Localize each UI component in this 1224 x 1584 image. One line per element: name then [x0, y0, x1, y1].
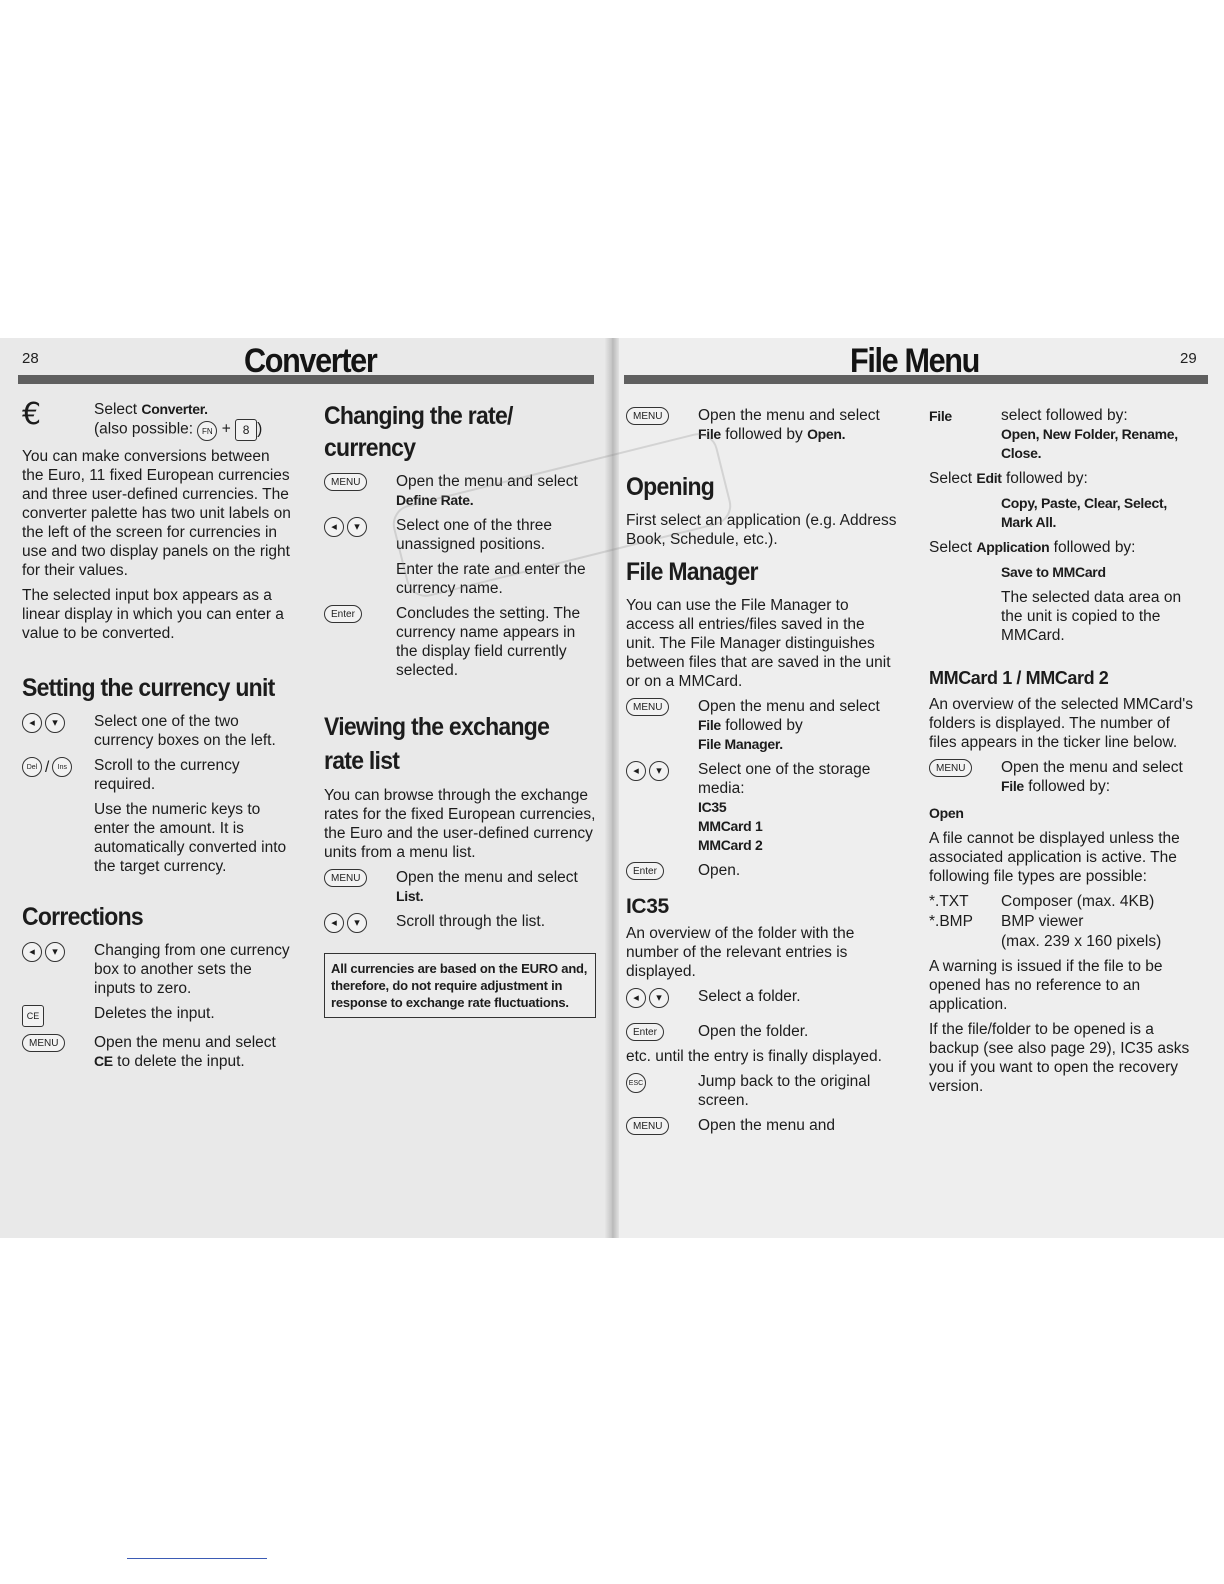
heading-changing-rate-line-1: Changing the rate/	[324, 402, 513, 430]
opening-paragraph: First select an application (e.g. Address Book, Schedule, etc.).	[626, 512, 897, 548]
enter-key-icon: Enter	[626, 862, 664, 880]
file-types-table	[929, 892, 1201, 951]
file-label: File	[929, 408, 952, 424]
left-arrow-key-icon: ◂	[324, 913, 344, 933]
right-column-2	[929, 406, 1201, 1102]
down-arrow-key-icon: ▾	[649, 761, 669, 781]
down-arrow-key-icon: ▾	[45, 942, 65, 962]
file-manager-row-2	[626, 760, 898, 855]
rate-row-1-bold: Define Rate.	[396, 492, 474, 508]
corrections-row-2-text: Deletes the input.	[94, 1005, 215, 1022]
warning-paragraph: A warning is issued if the file to be opened has no reference to an application.	[929, 958, 1163, 1013]
file-type-desc: Composer (max. 4KB)	[1001, 893, 1155, 910]
media-item: MMCard 1	[698, 818, 763, 834]
fm-row-1-mid: followed by	[725, 717, 803, 734]
app-prefix: Select	[929, 539, 973, 556]
open-row-bold-1: File	[698, 426, 721, 442]
heading-viewing-list	[324, 710, 574, 778]
media-item: MMCard 2	[698, 837, 763, 853]
file-type-desc: BMP viewer	[1001, 913, 1084, 930]
rate-row-1-text: Open the menu and select	[396, 473, 578, 490]
ic35-row-1-text: Select a folder.	[698, 988, 801, 1005]
page-number-right: 29	[1180, 350, 1197, 367]
heading-viewing-line-2: rate list	[324, 747, 400, 775]
menu-key-icon: MENU	[929, 759, 972, 777]
fm-row-1-bold-1: File	[698, 717, 721, 733]
corrections-row-1	[22, 941, 294, 998]
down-arrow-key-icon: ▾	[45, 713, 65, 733]
page-title-left: Converter	[244, 342, 377, 380]
file-type-ext	[929, 932, 1001, 951]
setting-row-2-text: Scroll to the currency required.	[94, 757, 240, 793]
file-type-ext: *.BMP	[929, 913, 973, 930]
ic35-row-2-text: Open the folder.	[698, 1023, 809, 1040]
mmcard-row-1-bold: File	[1001, 778, 1024, 794]
viewing-row-1-text: Open the menu and select	[396, 869, 578, 886]
intro-row	[22, 397, 294, 441]
del-key-icon: Del	[22, 757, 42, 777]
ic35-row-3	[626, 1072, 898, 1110]
enter-key-icon: Enter	[626, 1023, 664, 1041]
intro-paragraph-2: The selected input box appears as a linear display in which you can enter a value to be converted.	[22, 587, 284, 642]
mmcard-paragraph: An overview of the selected MMCard's folders is displayed. The number of files appears in the ticker line below.	[929, 696, 1193, 751]
setting-row-1	[22, 712, 294, 750]
corrections-row-1-text: Changing from one currency box to another sets the inputs to zero.	[94, 942, 290, 997]
manual-spread	[0, 338, 1224, 1238]
menu-key-icon: MENU	[626, 1117, 669, 1135]
ic35-paragraph-2: etc. until the entry is finally displayed.	[626, 1048, 882, 1065]
fm-row-3-text: Open.	[698, 862, 741, 879]
heading-mmcard: MMCard 1 / MMCard 2	[929, 668, 1109, 688]
ce-key-icon: CE	[22, 1005, 44, 1027]
intro-select-text: Select	[94, 401, 138, 418]
currency-note-box: All currencies are based on the EURO and, therefore, do not require adjustment in response to exchange rate fluctuations.	[324, 953, 596, 1018]
edit-prefix: Select	[929, 470, 973, 487]
intro-select-target: Converter.	[141, 401, 208, 417]
heading-ic35: IC35	[626, 895, 669, 918]
corrections-row-3	[22, 1033, 294, 1071]
edit-line	[929, 469, 1201, 488]
app-suffix: followed by:	[1053, 539, 1136, 556]
left-column-1	[22, 397, 294, 1077]
rate-row-3-text: Enter the rate and enter the currency name.	[396, 561, 586, 597]
left-arrow-key-icon: ◂	[22, 942, 42, 962]
esc-key-icon: ESC	[626, 1073, 646, 1093]
heading-setting-currency: Setting the currency unit	[22, 674, 275, 702]
save-to-mmcard-label: Save to MMCard	[1001, 564, 1106, 580]
open-paragraph: A file cannot be displayed unless the associated application is active. The following file types are possible:	[929, 830, 1180, 885]
viewing-row-2-text: Scroll through the list.	[396, 913, 546, 930]
menu-key-icon: MENU	[22, 1034, 65, 1052]
file-manager-row-3	[626, 861, 898, 880]
edit-bold: Edit	[976, 470, 1002, 486]
heading-file-manager: File Manager	[626, 558, 758, 586]
edit-options: Copy, Paste, Clear, Select, Mark All.	[1001, 495, 1167, 530]
file-menu-row	[929, 406, 1201, 463]
left-arrow-key-icon: ◂	[626, 988, 646, 1008]
app-bold: Application	[976, 539, 1050, 555]
rate-row-4-text: Concludes the setting. The currency name appears in the display field currently selected.	[396, 605, 581, 679]
page-number-left: 28	[22, 350, 39, 367]
footer-link-underline	[127, 1558, 267, 1559]
heading-viewing-line-1: Viewing the exchange	[324, 713, 550, 741]
fm-row-1-bold-2: File Manager.	[698, 736, 783, 752]
viewing-row-2	[324, 912, 596, 933]
open-row-mid: followed by	[725, 426, 803, 443]
mmcard-row-1-suffix: followed by:	[1028, 778, 1111, 795]
ic35-row-2	[626, 1022, 898, 1041]
slash-separator: /	[45, 758, 50, 776]
file-type-desc: (max. 239 x 160 pixels)	[1001, 933, 1162, 950]
intro-close-paren: )	[257, 420, 263, 438]
rate-row-4	[324, 604, 596, 680]
media-item: IC35	[698, 799, 727, 815]
down-arrow-key-icon: ▾	[649, 988, 669, 1008]
menu-key-icon: MENU	[324, 473, 367, 491]
intro-plus: +	[221, 420, 231, 438]
left-arrow-key-icon: ◂	[324, 517, 344, 537]
setting-row-3-text: Use the numeric keys to enter the amount. It is automatically converted into the target currency.	[94, 801, 287, 875]
open-label: Open	[929, 805, 964, 821]
euro-icon: €	[22, 397, 42, 432]
heading-changing-rate	[324, 400, 574, 464]
file-manager-row-1	[626, 697, 898, 754]
ic35-row-4	[626, 1116, 898, 1135]
backup-paragraph: If the file/folder to be opened is a backup (see also page 29), IC35 asks you if you want to open the recovery version.	[929, 1021, 1190, 1095]
ic35-row-3-text: Jump back to the original screen.	[698, 1073, 871, 1109]
ic35-row-4-text: Open the menu and	[698, 1117, 836, 1134]
fm-row-1-text: Open the menu and select	[698, 698, 880, 715]
mmcard-row-1-text: Open the menu and select	[1001, 759, 1183, 776]
left-arrow-key-icon: ◂	[22, 713, 42, 733]
eight-key-icon: 8	[235, 419, 257, 441]
ins-key-icon: Ins	[52, 757, 72, 777]
open-row-bold-2: Open.	[807, 426, 846, 442]
viewing-paragraph: You can browse through the exchange rates for the fixed European currencies, the Euro and the user-defined currency units from a menu list.	[324, 787, 596, 861]
viewing-row-1	[324, 868, 596, 906]
down-arrow-key-icon: ▾	[347, 517, 367, 537]
menu-key-icon: MENU	[324, 869, 367, 887]
menu-key-icon: MENU	[626, 407, 669, 425]
intro-also-text: (also possible:	[94, 420, 194, 438]
corrections-row-2	[22, 1004, 294, 1027]
corrections-row-3-suffix: to delete the input.	[117, 1053, 245, 1070]
rate-row-2-text: Select one of the three unassigned positions.	[396, 517, 552, 553]
file-col-text-1: select followed by:	[1001, 407, 1128, 424]
left-arrow-key-icon: ◂	[626, 761, 646, 781]
intro-paragraph-1: You can make conversions between the Euro, 11 fixed European currencies and three user-defined currencies. The converter palette has two unit labels on the left of the screen for currencies in use and two display panels on the right for their values.	[22, 448, 291, 579]
application-line	[929, 538, 1201, 557]
open-row	[626, 406, 898, 444]
save-to-mmcard-desc: The selected data area on the unit is copied to the MMCard.	[1001, 589, 1182, 644]
file-col-bold-1: Open, New Folder, Rename, Close.	[1001, 426, 1178, 461]
heading-corrections: Corrections	[22, 903, 143, 931]
setting-row-1-text: Select one of the two currency boxes on the left.	[94, 713, 276, 749]
fn-key-icon: FN	[197, 421, 217, 441]
down-arrow-key-icon: ▾	[347, 913, 367, 933]
heading-opening: Opening	[626, 473, 715, 501]
file-manager-paragraph: You can use the File Manager to access all entries/files saved in the unit. The File Manager distinguishes between files that are saved in the unit or on a MMCard.	[626, 597, 891, 690]
heading-changing-rate-line-2: currency	[324, 434, 416, 462]
page-title-right: File Menu	[850, 342, 979, 380]
ic35-row-1	[626, 987, 898, 1008]
mmcard-row-1	[929, 758, 1201, 796]
file-type-ext: *.TXT	[929, 893, 969, 910]
open-row-text: Open the menu and select	[698, 407, 880, 424]
corrections-row-3-text: Open the menu and select	[94, 1034, 276, 1051]
edit-suffix: followed by:	[1005, 470, 1088, 487]
viewing-row-1-bold: List.	[396, 888, 424, 904]
menu-key-icon: MENU	[626, 698, 669, 716]
enter-key-icon: Enter	[324, 605, 362, 623]
corrections-row-3-bold: CE	[94, 1053, 113, 1069]
setting-row-2	[22, 756, 294, 794]
ic35-paragraph: An overview of the folder with the number of the relevant entries is displayed.	[626, 925, 855, 980]
fm-row-2-text: Select one of the storage media:	[698, 761, 871, 797]
